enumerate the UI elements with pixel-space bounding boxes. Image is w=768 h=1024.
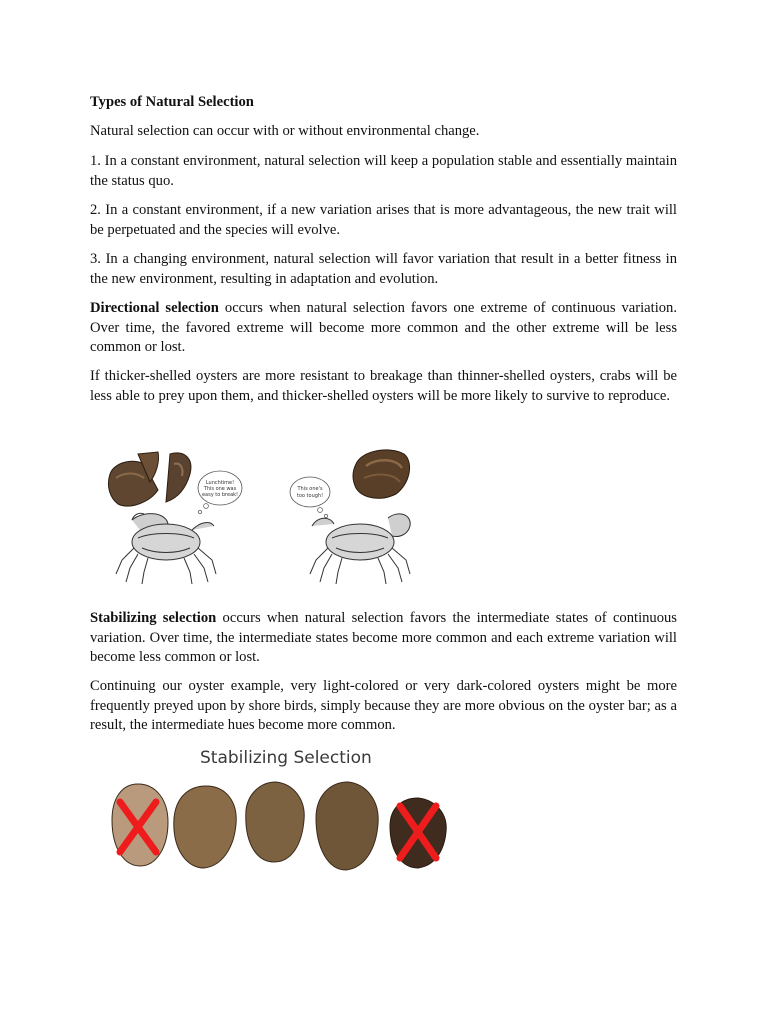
left-bubble-line-3: easy to break! [201,492,239,498]
stabilizing-selection-term: Stabilizing selection [90,610,217,626]
right-bubble-line-1: This one's [297,486,323,492]
point-3-paragraph: 3. In a changing environment, natural selection will favor variation that result in a better fitness in the new environment, resulting in adaptation and evolution. [90,251,677,287]
directional-selection-paragraph [90,299,677,358]
oyster-4 [316,782,378,870]
left-speech-bubble [198,471,242,514]
thick-shell-example-paragraph: If thicker-shelled oysters are more resistant to breakage than thinner-shelled oysters, crabs will be less able to prey upon them, and thicker-shelled oysters will be more likely to survive to reproduce. [90,368,677,404]
crab-oyster-drawing [104,444,424,588]
point-1-paragraph: 1. In a constant environment, natural selection will keep a population stable and essentially maintain the status quo. [90,153,677,189]
point-2-paragraph: 2. In a constant environment, if a new variation arises that is more advantageous, the new trait will be perpetuated and the species will evolve. [90,202,677,238]
oyster-3 [246,782,304,862]
intro-paragraph: Natural selection can occur with or without environmental change. [90,123,480,139]
oyster-color-example-paragraph: Continuing our oyster example, very light-colored or very dark-colored oysters might be more frequently preyed upon by shore birds, simply because they are more obvious on the oyster bar; as a result, the intermediate hues become more common. [90,678,677,733]
figure-title: Stabilizing Selection [200,748,372,768]
crab-oyster-illustration [104,444,424,588]
broken-oyster-image [108,452,190,506]
thick-oyster-image [353,450,410,498]
left-crab-image [116,513,216,584]
stabilizing-selection-definition: occurs when natural selection favors the intermediate states of continuous variation. Over time, the intermediate states become more common and each extreme variation will become less common or lost. [90,610,677,665]
right-crab-image [310,514,410,584]
section-heading: Types of Natural Selection [90,94,254,110]
right-speech-bubble [290,477,330,518]
oyster-row [104,748,464,878]
right-bubble-line-2: too tough! [296,493,324,499]
directional-selection-term: Directional selection [90,300,219,316]
stabilizing-selection-figure [104,748,464,878]
oyster-2 [174,786,236,868]
directional-selection-definition: occurs when natural selection favors one extreme of continuous variation. Over time, the favored extreme will become more common and the other extreme will be less common or lost. [90,300,678,355]
left-bubble-line-1: Lunchtime! [205,480,235,486]
left-bubble-line-2: This one was [203,486,237,492]
stabilizing-selection-paragraph [90,609,677,668]
